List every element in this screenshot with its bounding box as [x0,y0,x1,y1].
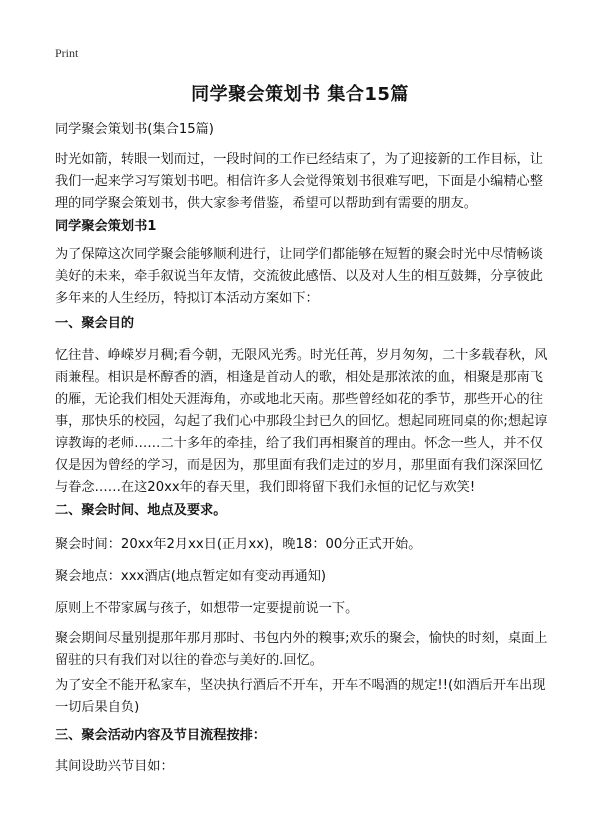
intro-paragraph: 时光如箭，转眼一划而过，一段时间的工作已经结束了，为了迎接新的工作目标，让我们一起来学习写策划书吧。相信许多人会觉得策划书很难写吧，下面是小编精心整理的同学聚会策划书，供大家参考借鉴，希望可以帮助到有需要的朋友。 [55,152,543,211]
program-heading: 三、聚会活动内容及节目流程按排： [55,728,266,743]
section1-intro-paragraph: 为了保障这次同学聚会能够顺利进行，让同学们都能够在短暂的聚会时光中尽情畅谈美好的未来，牵手叙说当年友情，交流彼此感悟、以及对人生的相互鼓舞，分享彼此多年来的人生经历，特拟订本活动方案如下： [55,247,543,306]
safety-paragraph: 为了安全不能开私家车，坚决执行酒后不开车，开车不喝酒的规定!!(如酒后开车出现一切后果自负) [55,678,546,715]
purpose-heading: 一、聚会目的 [55,316,135,331]
purpose-paragraph: 忆往昔、峥嵘岁月稠;看今朝，无限风光秀。时光任苒，岁月匆匆，二十多载春秋，风雨兼程。相识是杯醇香的酒，相逢是首动人的歌，相处是那浓浓的血，相聚是那南飞的雁，无论我们相处天涯海角，亦或地北天南。那些曾经如花的季节，那些开心的往事，那快乐的校园，勾起了我们心中那段尘封已久的回忆。想起同班同桌的你;想起谆谆教诲的老师……二十多年的牵挂，给了我们再相聚首的理由。怀念一些人，并不仅仅是因为曾经的学习，而是因为，那里面有我们走过的岁月，那里面有我们深深回忆与眷念……在这20xx年的春天里，我们即将留下我们永恒的记忆与欢笑! [55,348,548,495]
section1-title: 同学聚会策划书1 [55,219,157,234]
time-place-heading: 二、聚会时间、地点及要求。 [55,503,227,518]
principle-paragraph: 原则上不带家属与孩子，如想带一定要提前说一下。 [55,601,359,616]
place-paragraph: 聚会地点：xxx酒店(地点暂定如有变动再通知) [55,569,327,584]
document-title: 同学聚会策划书 集合15篇 [191,84,409,105]
document-subtitle: 同学聚会策划书(集合15篇) [55,122,214,137]
period-paragraph: 聚会期间尽量别提那年那月那时、书包内外的糗事;欢乐的聚会，愉快的时刻，桌面上留驻的只有我们对以往的眷恋与美好的.回忆。 [55,631,548,668]
program-paragraph: 其间设助兴节目如： [55,759,174,774]
print-label[interactable]: Print [55,46,79,60]
time-paragraph: 聚会时间：20xx年2月xx日(正月xx)，晚18：00分正式开始。 [55,537,422,552]
